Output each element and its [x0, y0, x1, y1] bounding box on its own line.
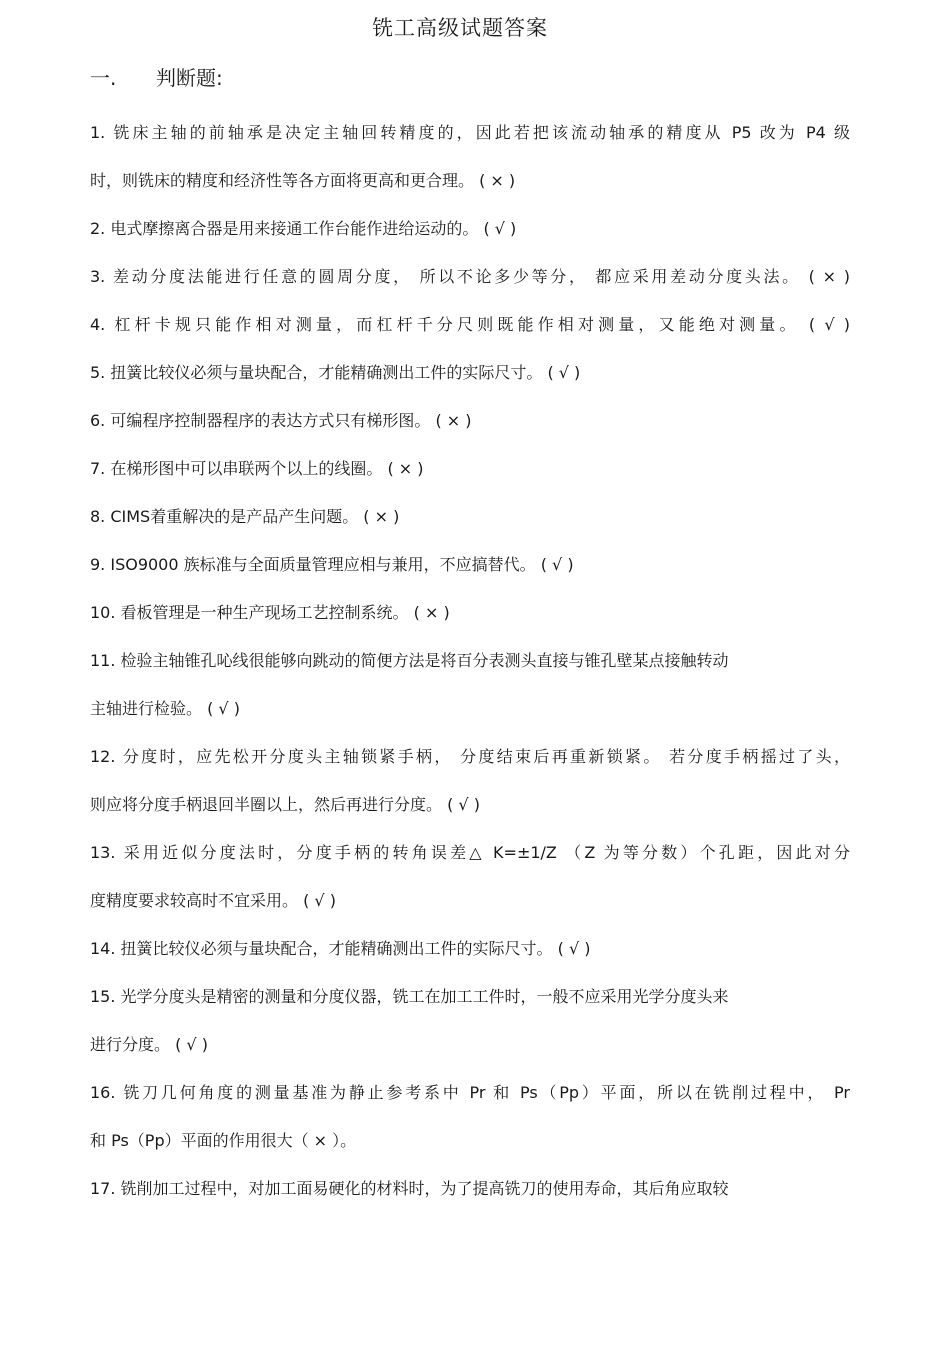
question-line: 10. 看板管理是一种生产现场工艺控制系统。 ( × ) [90, 603, 450, 622]
question-line: 和 Ps（Pp）平面的作用很大（ × ）。 [90, 1131, 357, 1150]
question-line: 15. 光学分度头是精密的测量和分度仪器，铣工在加工工件时，一般不应采用光学分度头来 [90, 987, 729, 1006]
question-line: 11. 检验主轴锥孔吣线很能够向跳动的简便方法是将百分表测头直接与锥孔壁某点接触转动 [90, 651, 729, 670]
question-line: 12. 分度时，应先松开分度头主轴锁紧手柄， 分度结束后再重新锁紧。 若分度手柄摇过了头， [90, 747, 850, 766]
section-title: 判断题: [156, 66, 223, 90]
question-line: 2. 电式摩擦离合器是用来接通工作台能作进给运动的。 ( √ ) [90, 219, 517, 238]
question-line: 9. ISO9000 族标准与全面质量管理应相与兼用，不应搞替代。 ( √ ) [90, 555, 574, 574]
question-line: 13. 采用近似分度法时，分度手柄的转角误差△ K=±1/Z （Z 为等分数）个孔距，因此对分 [90, 843, 850, 862]
section-number: 一. [90, 66, 117, 90]
question-line: 主轴进行检验。 ( √ ) [90, 699, 240, 718]
question-line: 1. 铣床主轴的前轴承是决定主轴回转精度的，因此若把该流动轴承的精度从 P5 改为 P4 级 [90, 123, 850, 142]
question-line: 6. 可编程序控制器程序的表达方式只有梯形图。 ( × ) [90, 411, 472, 430]
question-line: 5. 扭簧比较仪必须与量块配合，才能精确测出工件的实际尺寸。 ( √ ) [90, 363, 581, 382]
section-heading [90, 62, 223, 91]
document-title: 铣工高级试题答案 [372, 16, 548, 40]
question-line: 14. 扭簧比较仪必须与量块配合，才能精确测出工件的实际尺寸。 ( √ ) [90, 939, 591, 958]
question-line: 3. 差动分度法能进行任意的圆周分度， 所以不论多少等分， 都应采用差动分度头法。 ( × ) [90, 267, 850, 286]
question-line: 度精度要求较高时不宜采用。 ( √ ) [90, 891, 336, 910]
question-line: 则应将分度手柄退回半圈以上，然后再进行分度。 ( √ ) [90, 795, 480, 814]
question-line: 16. 铣刀几何角度的测量基准为静止参考系中 Pr 和 Ps（Pp）平面，所以在铣削过程中， Pr [90, 1083, 850, 1102]
question-line: 4. 杠杆卡规只能作相对测量，而杠杆千分尺则既能作相对测量，又能绝对测量。 ( √ ) [90, 315, 850, 334]
question-line: 进行分度。 ( √ ) [90, 1035, 208, 1054]
question-line: 时，则铣床的精度和经济性等各方面将更高和更合理。 ( × ) [90, 171, 516, 190]
question-line: 8. CIMS着重解决的是产品产生问题。 ( × ) [90, 507, 400, 526]
question-line: 17. 铣削加工过程中，对加工面易硬化的材料时，为了提高铣刀的使用寿命，其后角应取较 [90, 1179, 729, 1198]
question-line: 7. 在梯形图中可以串联两个以上的线圈。 ( × ) [90, 459, 424, 478]
